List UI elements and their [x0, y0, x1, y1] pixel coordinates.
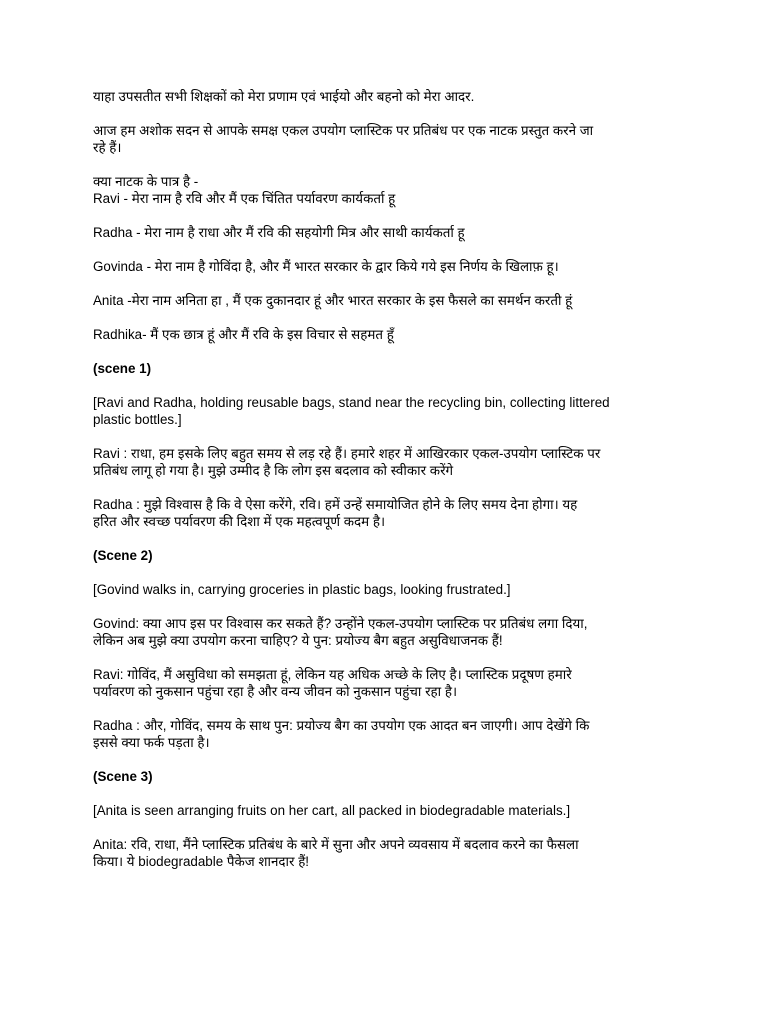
- characters-heading: [93, 173, 668, 190]
- text-line: (scene 1): [93, 361, 152, 376]
- dialogue-govind: [93, 615, 668, 649]
- dialogue-anita: [93, 836, 668, 870]
- intro-paragraph: [93, 88, 668, 105]
- text-line: रहे हैं।: [93, 140, 122, 155]
- character-radha: [93, 224, 668, 241]
- text-line: plastic bottles.]: [93, 412, 182, 427]
- text-line: [Ravi and Radha, holding reusable bags, stand near the recycling bin, collecting littered: [93, 395, 610, 410]
- text-line: Ravi: गोविंद, मैं असुविधा को समझता हूं, लेकिन यह अधिक अच्छे के लिए है। प्लास्टिक प्रदूषण हमारे: [93, 667, 572, 682]
- text-line: याहा उपसतीत सभी शिक्षकों को मेरा प्रणाम एवं भाईयो और बहनो को मेरा आदर.: [93, 89, 475, 104]
- text-line: Radha - मेरा नाम है राधा और मैं रवि की सहयोगी मित्र और साथी कार्यकर्ता हू: [93, 225, 465, 240]
- text-line: Anita: रवि, राधा, मैंने प्लास्टिक प्रतिबंध के बारे में सुना और अपने व्यवसाय में बदलाव करने का फैसला: [93, 837, 579, 852]
- announcement-paragraph: [93, 122, 668, 156]
- text-line: Radhika- मैं एक छात्र हूं और मैं रवि के इस विचार से सहमत हूँ: [93, 327, 394, 342]
- text-line: किया। ये biodegradable पैकेज शानदार हैं!: [93, 854, 310, 869]
- scene-3-direction: [93, 802, 668, 819]
- dialogue-ravi: [93, 666, 668, 700]
- text-line: क्या नाटक के पात्र है -: [93, 174, 199, 189]
- scene-1-heading: [93, 360, 668, 377]
- scene-2-heading: [93, 547, 668, 564]
- text-line: (Scene 2): [93, 548, 153, 563]
- dialogue-radha: [93, 717, 668, 751]
- text-line: लेकिन अब मुझे क्या उपयोग करना चाहिए? ये पुन: प्रयोज्य बैग बहुत असुविधाजनक हैं!: [93, 633, 503, 648]
- character-anita: [93, 292, 668, 309]
- text-line: [Anita is seen arranging fruits on her cart, all packed in biodegradable materials.]: [93, 803, 571, 818]
- text-line: Radha : मुझे विश्वास है कि वे ऐसा करेंगे, रवि। हमें उन्हें समायोजित होने के लिए समय देना होगा। यह: [93, 497, 578, 512]
- text-line: हरित और स्वच्छ पर्यावरण की दिशा में एक महत्वपूर्ण कदम है।: [93, 514, 386, 529]
- character-ravi: [93, 190, 668, 207]
- text-line: पर्यावरण को नुकसान पहुंचा रहा है और वन्य जीवन को नुकसान पहुंचा रहा है।: [93, 684, 458, 699]
- text-line: Govinda - मेरा नाम है गोविंदा है, और मैं भारत सरकार के द्वार किये गये इस निर्णय के खिलाफ़ हू।: [93, 259, 559, 274]
- text-line: [Govind walks in, carrying groceries in plastic bags, looking frustrated.]: [93, 582, 511, 597]
- text-line: Govind: क्या आप इस पर विश्वास कर सकते हैं? उन्होंने एकल-उपयोग प्लास्टिक पर प्रतिबंध लगा दिया,: [93, 616, 588, 631]
- dialogue-radha: [93, 496, 668, 530]
- text-line: प्रतिबंध लागू हो गया है। मुझे उम्मीद है कि लोग इस बदलाव को स्वीकार करेंगे: [93, 463, 454, 478]
- text-line: Ravi : राधा, हम इसके लिए बहुत समय से लड़ रहे हैं। हमारे शहर में आखिरकार एकल-उपयोग प्लास्टिक पर: [93, 446, 601, 461]
- character-govinda: [93, 258, 668, 275]
- text-line: आज हम अशोक सदन से आपके समक्ष एकल उपयोग प्लास्टिक पर प्रतिबंध पर एक नाटक प्रस्तुत करने जा: [93, 123, 594, 138]
- text-line: Ravi - मेरा नाम है रवि और मैं एक चिंतित पर्यावरण कार्यकर्ता हू: [93, 191, 396, 206]
- scene-1-direction: [93, 394, 668, 428]
- text-line: Radha : और, गोविंद, समय के साथ पुन: प्रयोज्य बैग का उपयोग एक आदत बन जाएगी। आप देखेंगे कि: [93, 718, 590, 733]
- text-line: (Scene 3): [93, 769, 153, 784]
- dialogue-ravi: [93, 445, 668, 479]
- text-line: Anita -मेरा नाम अनिता हा , मैं एक दुकानदार हूं और भारत सरकार के इस फैसले का समर्थन करती हूं: [93, 293, 573, 308]
- scene-2-direction: [93, 581, 668, 598]
- text-line: इससे क्या फर्क पड़ता है।: [93, 735, 210, 750]
- character-radhika: [93, 326, 668, 343]
- scene-3-heading: [93, 768, 668, 785]
